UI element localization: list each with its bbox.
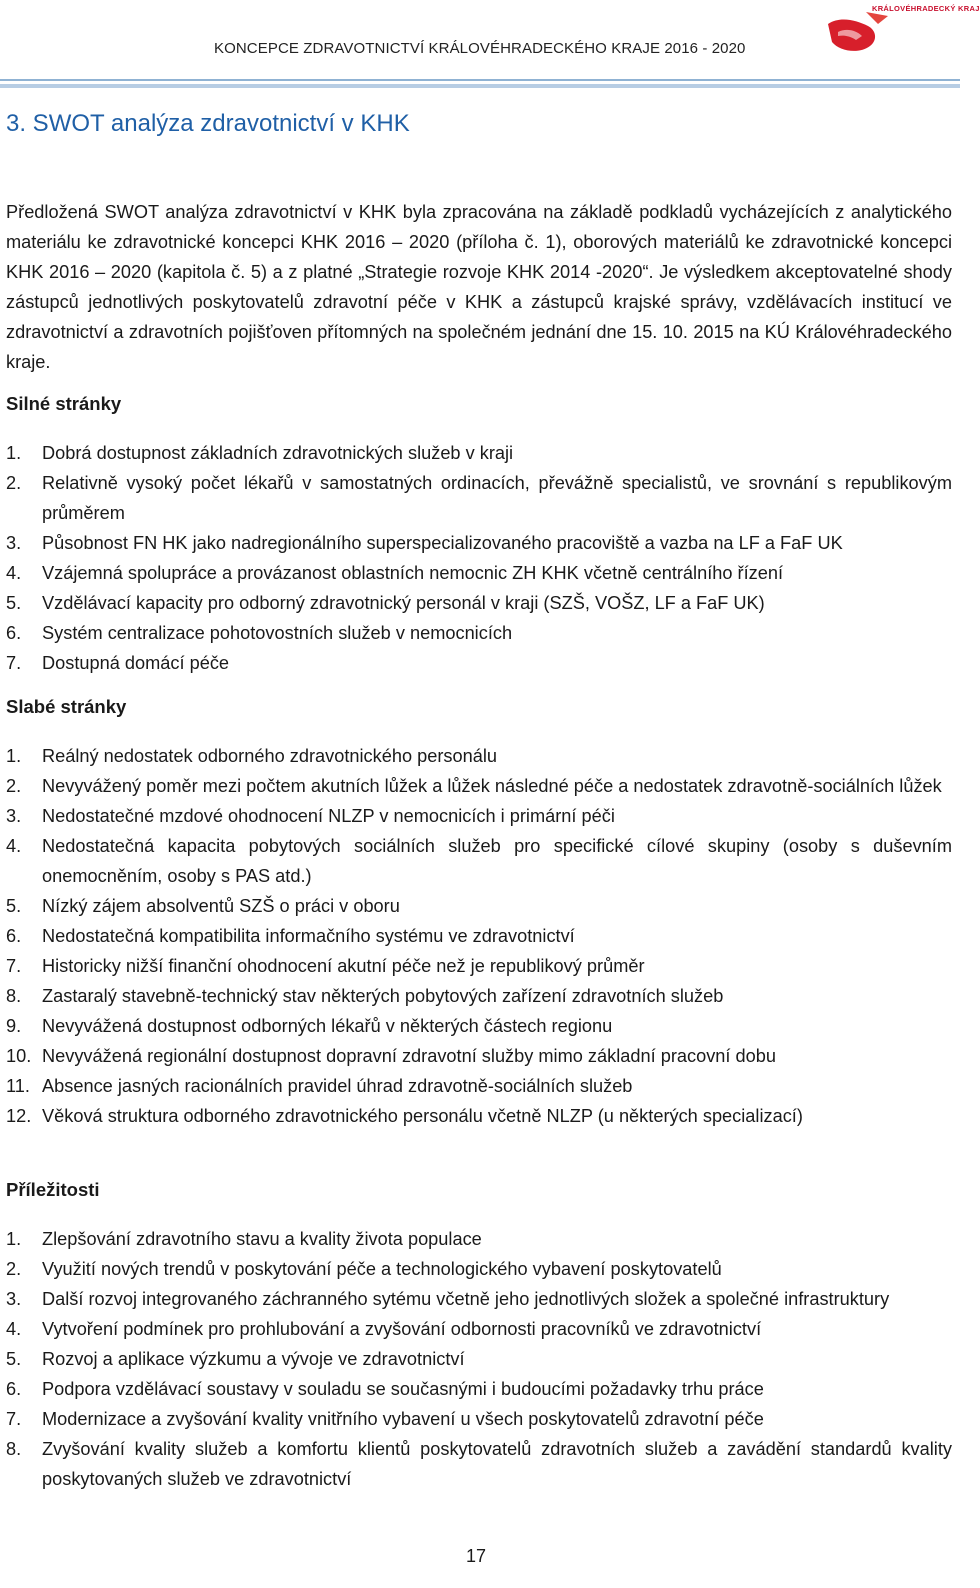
list-item [0,558,952,588]
list-item-number: 1. [6,1229,22,1249]
list-item [0,981,952,1011]
list-item-number: 5. [6,593,22,613]
list-item-number: 5. [6,1349,22,1369]
list-item-number: 6. [6,926,22,946]
list-item-number: 12. [6,1106,32,1126]
logo-text [872,4,980,13]
list-item-text: Zvyšování kvality služeb a komfortu klientů poskytovatelů zdravotních služeb a zavádění standardů kvality poskytovaných služeb ve zdravotnictví [42,1439,952,1489]
list-item [0,771,952,801]
list-item-number: 2. [6,1259,22,1279]
list-item-text: Dostupná domácí péče [42,653,230,673]
page-number: 17 [465,1546,487,1566]
list-item [0,1101,952,1131]
list-item-text: Nedostatečná kompatibilita informačního systému ve zdravotnictví [42,926,575,946]
list-item-text: Nedostatečné mzdové ohodnocení NLZP v nemocnicích i primární péči [42,806,615,826]
list-item-number: 4. [6,563,22,583]
list-item [0,951,952,981]
list-item-number: 8. [6,986,22,1006]
list-item-text: Využití nových trendů v poskytování péče a technologického vybavení poskytovatelů [42,1259,722,1279]
list-item-text: Působnost FN HK jako nadregionálního superspecializovaného pracoviště a vazba na LF a FaF UK [42,533,843,553]
list-item-text: Podpora vzdělávací soustavy v souladu se současnými i budoucími požadavky trhu práce [42,1379,764,1399]
list-item-number: 6. [6,623,22,643]
list-item-text: Absence jasných racionálních pravidel úhrad zdravotně-sociálních služeb [42,1076,633,1096]
list-item-text: Vzájemná spolupráce a provázanost oblastních nemocnic ZH KHK včetně centrálního řízení [42,563,784,583]
list-item [0,528,952,558]
list-item [0,801,952,831]
list-item [0,1404,952,1434]
list-item-text: Nevyvážená regionální dostupnost dopravní zdravotní služby mimo základní pracovní dobu [42,1046,776,1066]
list-item-number: 2. [6,473,22,493]
list-item [0,1224,952,1254]
logo-text-line: KRÁLOVÉHRADECKÝ KRAJ [872,4,980,13]
list-item-text: Nevyvážená dostupnost odborných lékařů v některých částech regionu [42,1016,613,1036]
list-item [0,891,952,921]
list-item-number: 1. [6,443,22,463]
list-item [0,921,952,951]
list-item-number: 8. [6,1439,22,1459]
list-item [0,831,952,891]
list-item-text: Vzdělávací kapacity pro odborný zdravotnický personál v kraji (SZŠ, VOŠZ, LF a FaF UK) [42,593,765,613]
list-item-number: 3. [6,533,22,553]
opportunities-heading: Příležitosti [6,1179,100,1200]
list-item [0,648,952,678]
list-item-number: 6. [6,1379,22,1399]
list-item [0,1011,952,1041]
list-item-number: 7. [6,653,22,673]
list-item-text: Dobrá dostupnost základních zdravotnických služeb v kraji [42,443,514,463]
list-item-text: Nízký zájem absolventů SZŠ o práci v oboru [42,896,400,916]
list-item-text: Relativně vysoký počet lékařů v samostatných ordinacích, převážně specialistů, ve srovnání s republikovým průměrem [42,473,952,523]
list-item [0,1374,952,1404]
list-item-number: 5. [6,896,22,916]
list-item-text: Zastaralý stavebně-technický stav některých pobytových zařízení zdravotních služeb [42,986,724,1006]
region-logo [826,2,980,58]
list-item-number: 4. [6,836,22,856]
list-item-text: Reálný nedostatek odborného zdravotnického personálu [42,746,497,766]
list-item [0,438,952,468]
strengths-list [0,438,952,678]
list-item [0,741,952,771]
list-item [0,1071,952,1101]
list-item-text: Systém centralizace pohotovostních služeb v nemocnicích [42,623,513,643]
list-item-text: Modernizace a zvyšování kvality vnitřního vybavení u všech poskytovatelů zdravotní péče [42,1409,764,1429]
list-item-number: 7. [6,1409,22,1429]
list-item-text: Nevyvážený poměr mezi počtem akutních lůžek a lůžek následné péče a nedostatek zdravotně-sociálních lůžek [42,776,942,796]
list-item-text: Další rozvoj integrovaného záchranného sytému včetně jeho jednotlivých složek a společné infrastruktury [42,1289,890,1309]
header-rule [0,79,960,81]
list-item-number: 10. [6,1046,32,1066]
list-item-text: Věková struktura odborného zdravotnického personálu včetně NLZP (u některých specializací) [42,1106,803,1126]
list-item [0,1254,952,1284]
intro-paragraph: Předložená SWOT analýza zdravotnictví v KHK byla zpracována na základě podkladů vycházejících z analytického materiálu ke zdravotnické koncepci KHK 2016 – 2020 (příloha č. 1), oborových materiálů ke zdravotnické koncepci KHK 2016 – 2020 (kapitola č. 5) a z platné „Strategie rozvoje KHK 2014 -2020“. Je výsledkem akceptovatelné shody zástupců jednotlivých poskytovatelů zdravotní péče v KHK a zástupců krajské správy, vzdělávacích institucí ve zdravotnictví a zdravotních pojišťoven přítomných na společném jednání dne 15. 10. 2015 na KÚ Královéhradeckého kraje. [6,202,952,372]
document-header-title: KONCEPCE ZDRAVOTNICTVÍ KRÁLOVÉHRADECKÉHO KRAJE 2016 - 2020 [214,40,746,57]
list-item [0,468,952,528]
list-item [0,1314,952,1344]
list-item-number: 4. [6,1319,22,1339]
list-item-text: Nedostatečná kapacita pobytových sociálních služeb pro specifické cílové skupiny (osoby s duševním onemocněním, osoby s PAS atd.) [42,836,952,886]
list-item [0,1434,952,1494]
list-item-number: 9. [6,1016,22,1036]
section-title: 3. SWOT analýza zdravotnictví v KHK [6,110,410,137]
list-item [0,588,952,618]
weaknesses-list [0,741,952,1131]
opportunities-list [0,1224,952,1494]
header-rule-secondary [0,84,960,88]
strengths-heading: Silné stránky [6,393,122,414]
list-item [0,1041,952,1071]
list-item-text: Rozvoj a aplikace výzkumu a vývoje ve zdravotnictví [42,1349,465,1369]
list-item-number: 1. [6,746,22,766]
list-item-number: 11. [6,1076,30,1096]
weaknesses-heading: Slabé stránky [6,696,127,717]
list-item [0,1284,952,1314]
list-item-number: 3. [6,1289,22,1309]
list-item-number: 7. [6,956,22,976]
list-item-text: Vytvoření podmínek pro prohlubování a zvyšování odbornosti pracovníků ve zdravotnictví [42,1319,762,1339]
list-item-number: 3. [6,806,22,826]
list-item-text: Historicky nižší finanční ohodnocení akutní péče než je republikový průměr [42,956,645,976]
list-item-text: Zlepšování zdravotního stavu a kvality života populace [42,1229,482,1249]
list-item-number: 2. [6,776,22,796]
list-item [0,1344,952,1374]
list-item [0,618,952,648]
